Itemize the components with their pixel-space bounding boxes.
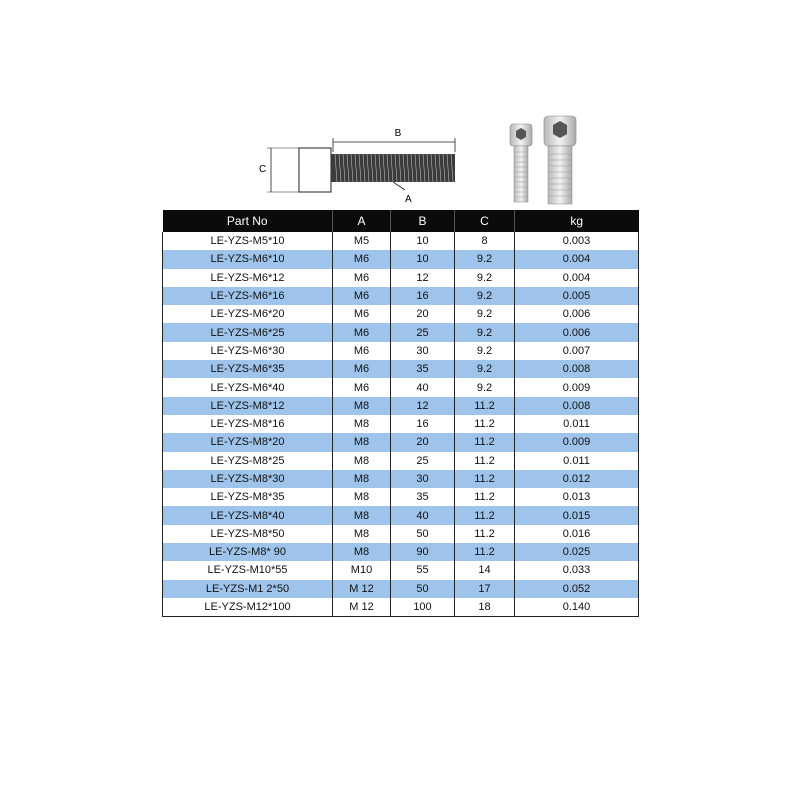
table-row [163,415,639,433]
table-row [163,305,639,323]
cell-part-no: LE-YZS-M1 2*50 [163,580,333,598]
cell-b: 40 [391,378,455,396]
cell-kg: 0.005 [515,287,639,305]
cell-b: 35 [391,488,455,506]
cell-b: 12 [391,397,455,415]
cell-b: 12 [391,269,455,287]
cell-c: 8 [455,232,515,250]
cell-b: 25 [391,323,455,341]
table-row [163,488,639,506]
dimension-a-label: A [405,194,412,205]
cell-c: 11.2 [455,543,515,561]
cell-b: 35 [391,360,455,378]
cell-b: 55 [391,561,455,579]
table-row [163,452,639,470]
cell-b: 16 [391,415,455,433]
header-kg: kg [515,210,639,232]
cell-a: M8 [333,506,391,524]
cell-a: M8 [333,543,391,561]
cell-c: 14 [455,561,515,579]
header-a: A [333,210,391,232]
cell-part-no: LE-YZS-M6*10 [163,250,333,268]
cell-b: 20 [391,305,455,323]
cell-part-no: LE-YZS-M5*10 [163,232,333,250]
cell-a: M6 [333,378,391,396]
cell-a: M6 [333,287,391,305]
cell-a: M6 [333,342,391,360]
cell-b: 50 [391,580,455,598]
header-b: B [391,210,455,232]
cell-kg: 0.025 [515,543,639,561]
cell-part-no: LE-YZS-M8*35 [163,488,333,506]
cell-part-no: LE-YZS-M8*40 [163,506,333,524]
table-row [163,561,639,579]
cell-c: 11.2 [455,525,515,543]
table-row [163,269,639,287]
cell-part-no: LE-YZS-M8*25 [163,452,333,470]
cell-b: 90 [391,543,455,561]
dimension-a-pointer [393,182,405,190]
cell-kg: 0.004 [515,250,639,268]
cell-a: M8 [333,488,391,506]
cell-c: 11.2 [455,433,515,451]
cell-part-no: LE-YZS-M8* 90 [163,543,333,561]
cell-a: M8 [333,470,391,488]
cell-a: M10 [333,561,391,579]
table-row [163,543,639,561]
cell-a: M6 [333,269,391,287]
dimension-b-label: B [394,128,402,139]
cell-c: 11.2 [455,415,515,433]
cell-part-no: LE-YZS-M6*30 [163,342,333,360]
cell-a: M 12 [333,580,391,598]
table-row [163,323,639,341]
cell-c: 11.2 [455,397,515,415]
table-row [163,287,639,305]
table-row [163,250,639,268]
cell-part-no: LE-YZS-M6*25 [163,323,333,341]
cell-c: 17 [455,580,515,598]
cell-kg: 0.009 [515,433,639,451]
cell-a: M8 [333,433,391,451]
cell-a: M6 [333,305,391,323]
cell-part-no: LE-YZS-M10*55 [163,561,333,579]
cell-c: 11.2 [455,506,515,524]
table-row [163,232,639,250]
table-row [163,378,639,396]
cell-part-no: LE-YZS-M8*16 [163,415,333,433]
cell-kg: 0.004 [515,269,639,287]
cell-kg: 0.013 [515,488,639,506]
table-row [163,506,639,524]
cell-part-no: LE-YZS-M8*30 [163,470,333,488]
cell-kg: 0.008 [515,360,639,378]
table-row [163,525,639,543]
table-row [163,433,639,451]
cell-b: 40 [391,506,455,524]
cell-part-no: LE-YZS-M6*20 [163,305,333,323]
cell-c: 18 [455,598,515,617]
cell-b: 50 [391,525,455,543]
cell-kg: 0.052 [515,580,639,598]
cell-kg: 0.015 [515,506,639,524]
cell-c: 9.2 [455,269,515,287]
cell-a: M8 [333,415,391,433]
cell-c: 9.2 [455,323,515,341]
cell-kg: 0.006 [515,305,639,323]
cell-part-no: LE-YZS-M8*50 [163,525,333,543]
cell-part-no: LE-YZS-M6*12 [163,269,333,287]
table-row [163,598,639,617]
cell-part-no: LE-YZS-M6*40 [163,378,333,396]
cell-b: 30 [391,342,455,360]
cell-part-no: LE-YZS-M12*100 [163,598,333,617]
cell-b: 16 [391,287,455,305]
bolt-head-outline [299,148,331,192]
cell-a: M8 [333,525,391,543]
cell-c: 9.2 [455,342,515,360]
small-bolt-image [510,124,532,202]
cell-c: 11.2 [455,470,515,488]
cell-b: 20 [391,433,455,451]
cell-kg: 0.033 [515,561,639,579]
cell-b: 10 [391,232,455,250]
cell-c: 9.2 [455,250,515,268]
cell-c: 11.2 [455,452,515,470]
bolt-product-photo [500,112,584,208]
table-row [163,470,639,488]
header-c: C [455,210,515,232]
cell-b: 100 [391,598,455,617]
cell-kg: 0.008 [515,397,639,415]
cell-part-no: LE-YZS-M6*35 [163,360,333,378]
cell-c: 11.2 [455,488,515,506]
header-part-no: Part No [163,210,333,232]
table-row [163,342,639,360]
cell-kg: 0.012 [515,470,639,488]
cell-b: 10 [391,250,455,268]
cell-part-no: LE-YZS-M8*20 [163,433,333,451]
cell-a: M5 [333,232,391,250]
table-row [163,360,639,378]
cell-c: 9.2 [455,360,515,378]
cell-part-no: LE-YZS-M8*12 [163,397,333,415]
cell-kg: 0.011 [515,452,639,470]
dimension-c-label: C [259,164,267,175]
cell-c: 9.2 [455,378,515,396]
cell-kg: 0.011 [515,415,639,433]
cell-kg: 0.140 [515,598,639,617]
cell-a: M6 [333,250,391,268]
cell-kg: 0.003 [515,232,639,250]
cell-kg: 0.016 [515,525,639,543]
cell-b: 30 [391,470,455,488]
table-row [163,580,639,598]
cell-c: 9.2 [455,305,515,323]
cell-c: 9.2 [455,287,515,305]
cell-a: M8 [333,397,391,415]
cell-a: M8 [333,452,391,470]
cell-a: M6 [333,323,391,341]
cell-kg: 0.006 [515,323,639,341]
cell-a: M6 [333,360,391,378]
cell-kg: 0.009 [515,378,639,396]
cell-kg: 0.007 [515,342,639,360]
bolt-dimension-diagram [255,118,465,210]
cell-a: M 12 [333,598,391,617]
cell-part-no: LE-YZS-M6*16 [163,287,333,305]
table-header-row [163,210,639,232]
spec-table [162,210,639,617]
table-row [163,397,639,415]
large-bolt-image [544,116,576,204]
cell-b: 25 [391,452,455,470]
